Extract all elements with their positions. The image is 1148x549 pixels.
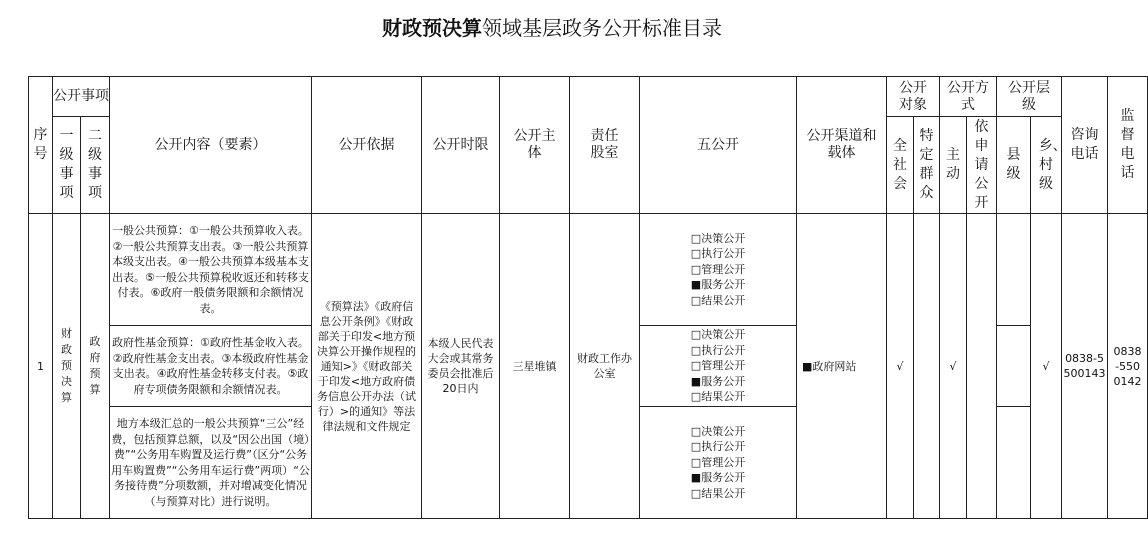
row-level-county-2 (997, 326, 1031, 407)
five-open-management: □管理公开 (690, 359, 746, 373)
row-phone: 0838-5500143 (1062, 214, 1108, 519)
row-dept: 财政工作办公室 (570, 214, 640, 519)
content-general-budget: 一般公共预算：①一般公共预算收入表。②一般公共预算支出表。③一般公共预算本级支出表。④一般公共预算本级基本支出表。⑤一般公共预算税收返还和转移支付表。⑥政府一般债务限额和余额情况表。 (110, 214, 312, 326)
header-dept: 责任股室 (570, 77, 640, 214)
header-item1: 一级事项 (53, 117, 81, 214)
five-open-result: □结果公开 (690, 486, 746, 500)
five-open-service: ■服务公开 (690, 374, 746, 388)
row-mode-active: √ (940, 214, 967, 519)
header-supervise: 监督电话 (1108, 77, 1148, 214)
five-open-execution: □执行公开 (690, 343, 746, 357)
catalog-table (28, 76, 1148, 519)
row-level-county-1 (997, 214, 1031, 326)
row-target-all: √ (887, 214, 914, 519)
five-open-service: ■服务公开 (690, 278, 746, 292)
table-row (29, 214, 1148, 326)
header-item2: 二级事项 (81, 117, 110, 214)
header-seq: 序号 (29, 77, 53, 214)
five-open-management: □管理公开 (690, 262, 746, 276)
five-open-management: □管理公开 (690, 455, 746, 469)
row-item2: 政府预算 (81, 214, 110, 519)
row-level-town: √ (1031, 214, 1062, 519)
row-subject: 三星堆镇 (500, 214, 570, 519)
row-level-county-3 (997, 407, 1031, 519)
row-mode-request (967, 214, 997, 519)
five-open-result: □结果公开 (690, 293, 746, 307)
header-content: 公开内容（要素） (110, 77, 312, 214)
row-supervise: 0838-5500142 (1108, 214, 1148, 519)
page-title (0, 12, 1104, 41)
five-open-execution: □执行公开 (690, 247, 746, 261)
row-item1: 财政预决算 (53, 214, 81, 519)
header-target-group: 公开对象 (887, 77, 940, 117)
header-subject: 公开主体 (500, 77, 570, 214)
five-open-decision: □决策公开 (690, 424, 746, 438)
row-target-specific (914, 214, 940, 519)
five-open-decision: □决策公开 (690, 231, 746, 245)
header-deadline: 公开时限 (422, 77, 500, 214)
header-target-specific: 特定群众 (914, 117, 940, 214)
header-level-county: 县级 (997, 117, 1031, 214)
header-level-group: 公开层级 (997, 77, 1062, 117)
header-mode-group: 公开方式 (940, 77, 997, 117)
header-mode-request: 依申请公开 (967, 117, 997, 214)
header-item-group: 公开事项 (53, 77, 110, 117)
five-open-result: □结果公开 (690, 390, 746, 404)
row-seq: 1 (29, 214, 53, 519)
content-three-public: 地方本级汇总的一般公共预算“三公”经费，包括预算总额，以及“因公出国（境）费”“公务用车购置及运行费”（区分“公务用车购置费”“公务用车运行费”两项）“公务接待费”分项数额，并对增减变化情况（与预算对比）进行说明。 (110, 407, 312, 519)
header-mode-active: 主动 (940, 117, 967, 214)
header-five: 五公开 (640, 77, 797, 214)
row-basis: 《预算法》《政府信息公开条例》《财政部关于印发<地方预决算公开操作规程的通知>》《财政部关于印发<地方政府债务信息公开办法（试行）>的通知》等法律法规和文件规定 (312, 214, 422, 519)
five-open-list-1 (640, 214, 797, 326)
title-rest: 领域基层政务公开标准目录 (482, 16, 722, 40)
five-open-list-2 (640, 326, 797, 407)
content-fund-budget: 政府性基金预算：①政府性基金收入表。②政府性基金支出表。③本级政府性基金支出表。④政府性基金转移支付表。⑤政府专项债务限额和余额情况表。 (110, 326, 312, 407)
five-open-list-3 (640, 407, 797, 519)
header-channel: 公开渠道和载体 (797, 77, 887, 214)
five-open-service: ■服务公开 (690, 471, 746, 485)
row-deadline: 本级人民代表大会或其常务委员会批准后20日内 (422, 214, 500, 519)
header-target-all: 全社会 (887, 117, 914, 214)
header-level-town: 乡、村级 (1031, 117, 1062, 214)
header-basis: 公开依据 (312, 77, 422, 214)
header-phone: 咨询电话 (1062, 77, 1108, 214)
title-bold: 财政预决算 (382, 16, 482, 40)
five-open-execution: □执行公开 (690, 440, 746, 454)
row-channel: ■政府网站 (797, 214, 887, 519)
five-open-decision: □决策公开 (690, 328, 746, 342)
